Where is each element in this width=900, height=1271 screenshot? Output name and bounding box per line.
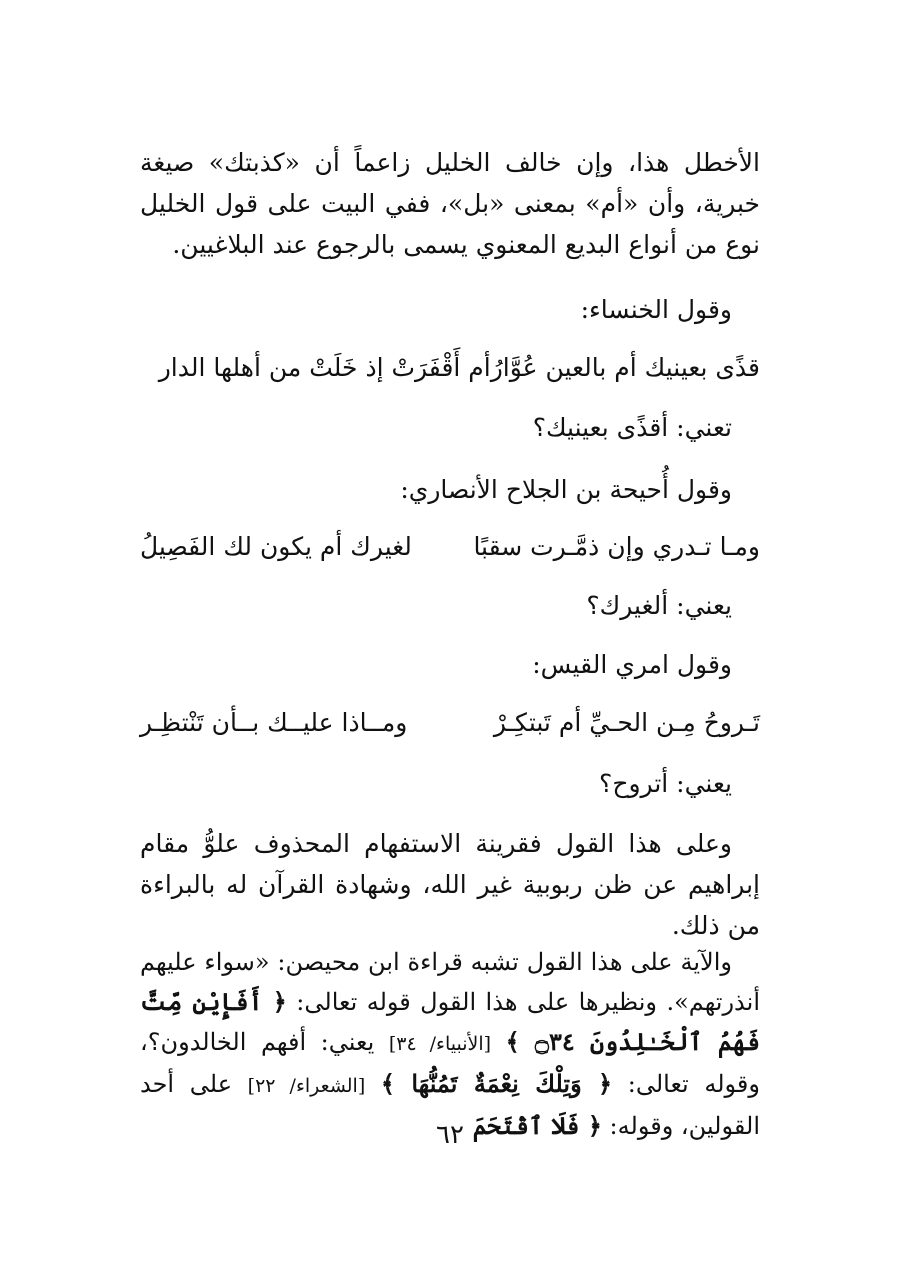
uhayha-section (140, 470, 760, 510)
quran-verse: ﴿ أَفَإِيْن مِّتَّ فَهُمُ ٱلْخَـٰلِدُونَ ۝٣٤ ﴾ (140, 987, 760, 1056)
khansa-meaning-row (140, 408, 760, 448)
khansa-intro: وقول الخنساء: (580, 295, 732, 324)
uhayha-meaning-row (140, 586, 760, 626)
uhayha-verse (140, 527, 760, 567)
page-number: ٦٢ (436, 1120, 464, 1150)
verse-second-hemistich: ومــاذا عليــك بــأن تَنْتظِـر (140, 708, 408, 737)
quran-verse: ﴿ وَتِلْكَ نِعْمَةٌ تَمُنُّهَا ﴾ (380, 1069, 613, 1098)
imru-meaning-row (140, 764, 760, 804)
quran-verse: ﴿ فَلَا ٱقْتَحَمَ (472, 1111, 602, 1140)
paragraph-text: وعلى هذا القول فقرينة الاستفهام المحذوف علوُّ مقام إبراهيم عن ظن ربوبية غير الله، وشهادة القرآن له بالبراءة من ذلك. (140, 829, 760, 940)
paragraph-text: الأخطل هذا، وإن خالف الخليل زاعماً أن «كذبتك» صيغة خبرية، وأن «أم» بمعنى «بل»، ففي البيت على قول الخليل نوع من أنواع البديع المعنوي يسمى بالرجوع عند البلاغيين. (140, 148, 760, 259)
text-segment: على أحد القولين، وقوله: (140, 1070, 760, 1140)
paragraph-continuation (140, 142, 760, 265)
verse-reference: [الشعراء/ ٢٢] (247, 1075, 366, 1097)
verse-first-hemistich: ومـا تـدري وإن ذمَّـرت سقبًا (473, 532, 760, 561)
text-segment: يعني: أفهم الخالدون؟، وقوله تعالى: (140, 1028, 760, 1098)
imru-verse (140, 703, 760, 743)
verse-first-hemistich: قذًى بعينيك أم بالعين عُوَّارُ (490, 353, 760, 382)
verse-reference: [الأنبياء/ ٣٤] (388, 1033, 492, 1055)
khansa-verse (158, 348, 760, 388)
khansa-meaning: تعني: أقذًى بعينيك؟ (532, 413, 732, 442)
imru-intro: وقول امري القيس: (532, 650, 732, 679)
text-segment: والآية على هذا القول تشبه قراءة ابن محيصن: «سواء عليهم أنذرتهم». ونظيرها على هذا القول قوله تعالى: (140, 948, 760, 1016)
uhayha-intro: وقول أُحيحة بن الجلاح الأنصاري: (400, 475, 732, 504)
verse-second-hemistich: أم أَقْفَرَتْ إذ خَلَتْ من أهلها الدار (158, 353, 491, 382)
imru-meaning: يعني: أتروح؟ (599, 769, 732, 798)
verse-first-hemistich: تَـروحُ مِـن الحـيِّ أم تَبتكِـرْ (493, 708, 760, 737)
uhayha-meaning: يعني: ألغيرك؟ (586, 591, 732, 620)
paragraph-text (140, 942, 760, 1146)
khansa-section (140, 290, 760, 330)
imru-section (140, 645, 760, 685)
verse-second-hemistich: لغيرك أم يكون لك الفَصِيلُ (140, 532, 412, 561)
